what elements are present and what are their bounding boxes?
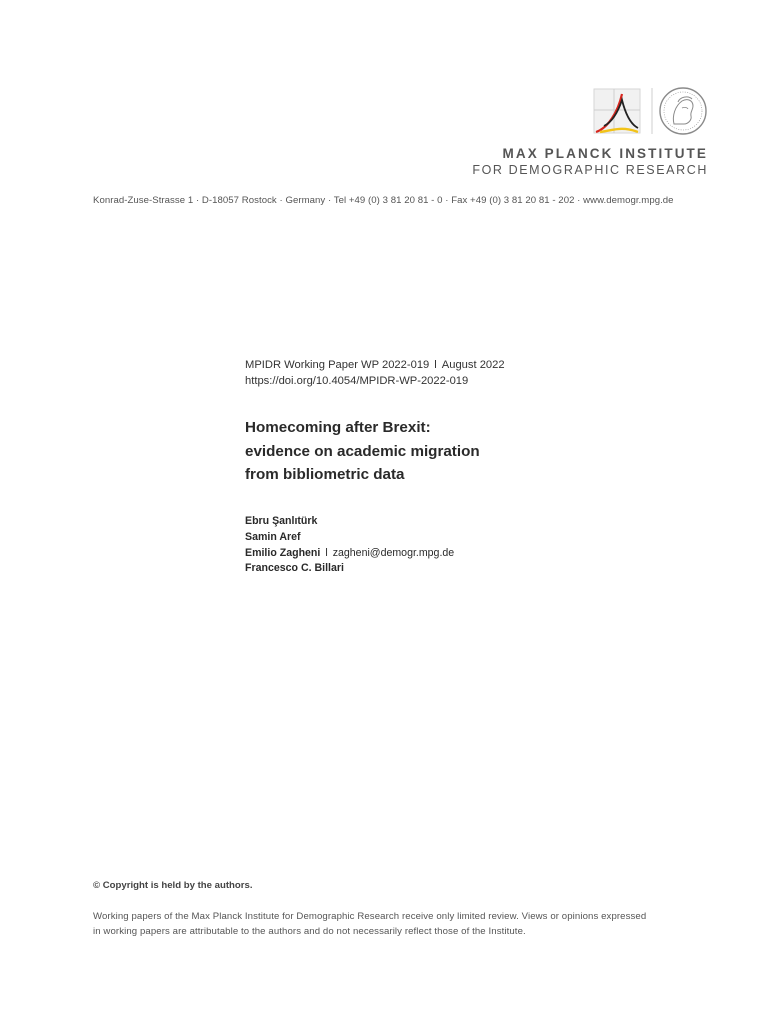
logo-area [592,86,710,138]
paper-date: August 2022 [441,359,505,371]
minerva-seal-icon [660,88,706,134]
series-separator: l [434,359,437,371]
author-with-email [245,546,454,562]
title-line3: from bibliometric data [245,466,405,483]
paper-series-line [245,357,505,373]
author-name: Emilio Zagheni [245,546,321,559]
disclaimer [93,909,703,939]
paper-series: MPIDR Working Paper WP 2022-019 [245,359,430,371]
institute-name [472,146,708,177]
working-paper-info [245,357,505,389]
author-email-link[interactable]: zagheni@demogr.mpg.de [332,546,455,559]
author-name: Ebru Şanlıtürk [245,515,318,527]
author-name: Samin Aref [245,530,301,543]
author-list [245,514,454,577]
institute-name-line2: FOR DEMOGRAPHIC RESEARCH [472,163,708,177]
author-name: Francesco C. Billari [245,562,344,575]
email-separator: l [325,546,328,559]
copyright-notice: © Copyright is held by the authors. [93,880,253,891]
mpidr-curve-logo-icon [592,86,710,138]
title-line1: Homecoming after Brexit: [245,419,431,436]
institute-address: Konrad-Zuse-Strasse 1 · D-18057 Rostock · Germany · Tel +49 (0) 3 81 20 81 - 0 · Fax +49 (0) 3 81 20 81 - 202 · www.demogr.mpg.de [93,195,674,206]
disclaimer-line1: Working papers of the Max Planck Institute for Demographic Research receive only limited review. Views or opinions expressed [93,911,647,922]
paper-doi[interactable]: https://doi.org/10.4054/MPIDR-WP-2022-019 [245,375,469,387]
title-line2: evidence on academic migration [245,442,480,460]
institute-name-line1: MAX PLANCK INSTITUTE [502,146,708,161]
disclaimer-line2: in working papers are attributable to the authors and do not necessarily reflect those of the Institute. [93,926,526,937]
paper-title [245,416,480,487]
